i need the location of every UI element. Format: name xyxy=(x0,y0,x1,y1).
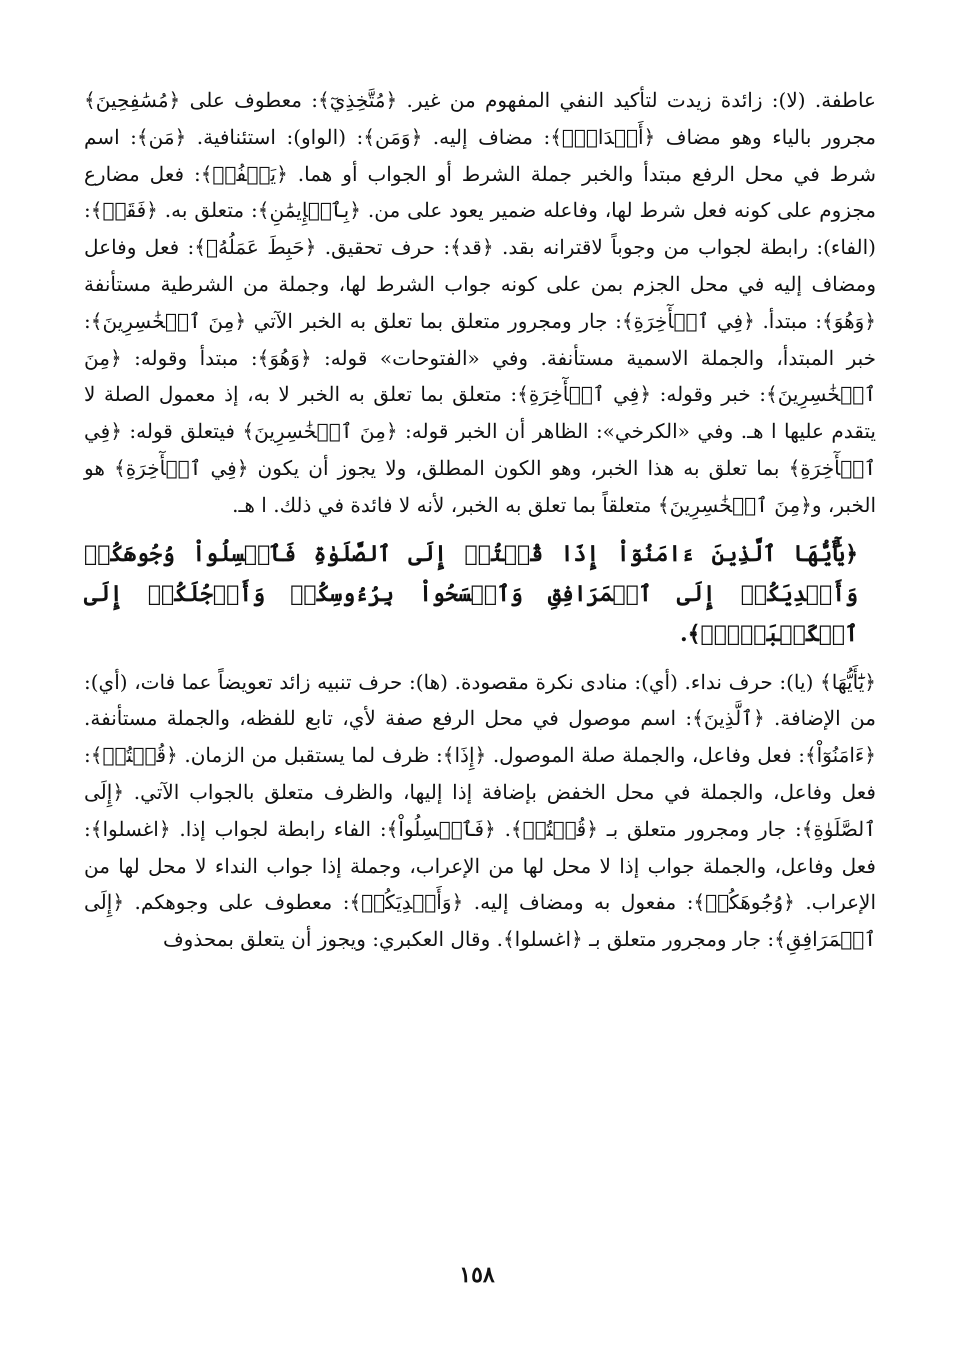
page-number: ١٥٨ xyxy=(459,1262,495,1288)
page-text-body xyxy=(84,82,876,958)
quran-verse: ﴿يَٰٓأَيُّهَا ٱلَّذِينَ ءَامَنُوٓاْ إِذَا قُمۡتُمۡ إِلَى ٱلصَّلَوٰةِ فَٱغۡسِلُواْ وُجُوهَكُمۡ وَأَيۡدِيَكُمۡ إِلَى ٱلۡمَرَافِقِ وَٱمۡسَحُواْ بِرُءُوسِكُمۡ وَأَرۡجُلَكُمۡ إِلَى ٱلۡكَعۡبَيۡنِۚ﴾. xyxy=(84,540,858,647)
paragraph-1: عاطفة. (لا): زائدة زيدت لتأكيد النفي المفهوم من غير. ﴿مُتَّخِذِيٓ﴾: معطوف على ﴿مُسَٰفِحِينَ﴾ مجرور بالياء وهو مضاف ﴿أَخۡدَانٖۗ﴾: مضاف إليه. ﴿وَمَن﴾: (الواو): استئنافية. ﴿مَن﴾: اسم شرط في محل الرفع مبتدأ والخبر جملة الشرط أو الجواب أو هما. ﴿يَكۡفُرۡ﴾: فعل مضارع مجزوم على كونه فعل شرط لها، وفاعله ضمير يعود على من. ﴿بِٱلۡإِيمَٰنِ﴾: متعلق به. ﴿فَقَدۡ﴾: (الفاء): رابطة لجواب من وجوباً لاقترانه بقد. ﴿قد﴾: حرف تحقيق. ﴿حَبِطَ عَمَلُهُۥ﴾: فعل وفاعل ومضاف إليه في محل الجزم بمن على كونه جواب الشرط لها، وجملة من الشرطية مستأنفة ﴿وَهُوَ﴾: مبتدأ. ﴿فِي ٱلۡأٓخِرَةِ﴾: جار ومجرور متعلق بما تعلق به الخبر الآتي ﴿مِنَ ٱلۡخَٰسِرِينَ﴾: خبر المبتدأ، والجملة الاسمية مستأنفة. وفي «الفتوحات» قوله: ﴿وَهُوَ﴾: مبتدأ وقوله: ﴿مِنَ ٱلۡخَٰسِرِينَ﴾: خبر وقوله: ﴿فِي ٱلۡأٓخِرَةِ﴾: متعلق بما تعلق به الخبر لا به، إذ معمول الصلة لا يتقدم عليها ا هـ. وفي «الكرخي»: الظاهر أن الخبر قوله: ﴿مِنَ ٱلۡخَٰسِرِينَ﴾ فيتعلق قوله: ﴿فِي ٱلۡأٓخِرَةِ﴾ بما تعلق به هذا الخبر، وهو الكون المطلق، ولا يجوز أن يكون ﴿فِي ٱلۡأٓخِرَةِ﴾ هو الخبر، و﴿مِنَ ٱلۡخَٰسِرِينَ﴾ متعلقاً بما تعلق به الخبر، لأنه لا فائدة في ذلك. ا هـ. xyxy=(84,88,876,517)
paragraph-2: ﴿يَٰٓأَيُّهَا﴾ (يا): حرف نداء. (أي): منادى نكرة مقصودة. (ها): حرف تنبيه زائد تعويضاً عما فات، (أي): من الإضافة. ﴿ٱلَّذِينَ﴾: اسم موصول في محل الرفع صفة لأي، تابع للفظه، والجملة مستأنفة. ﴿ءَامَنُوٓاْ﴾: فعل وفاعل، والجملة صلة الموصول. ﴿إِذَا﴾: ظرف لما يستقبل من الزمان. ﴿قُمۡتُمۡ﴾: فعل وفاعل، والجملة في محل الخفض بإضافة إذا إليها، والظرف متعلق بالجواب الآتي. ﴿إِلَى ٱلصَّلَوٰةِ﴾: جار ومجرور متعلق بـ ﴿قُمۡتُمۡ﴾. ﴿فَٱغۡسِلُواْ﴾: الفاء رابطة لجواب إذا. ﴿اغسلوا﴾: فعل وفاعل، والجملة جواب إذا لا محل لها من الإعراب، وجملة إذا جواب النداء لا محل لها من الإعراب. ﴿وُجُوهَكُمۡ﴾: مفعول به ومضاف إليه. ﴿وَأَيۡدِيَكُمۡ﴾: معطوف على وجوهكم. ﴿إِلَى ٱلۡمَرَافِقِ﴾: جار ومجرور متعلق بـ ﴿اغسلوا﴾. وقال العكبري: ويجوز أن يتعلق بمحذوف xyxy=(84,669,876,952)
